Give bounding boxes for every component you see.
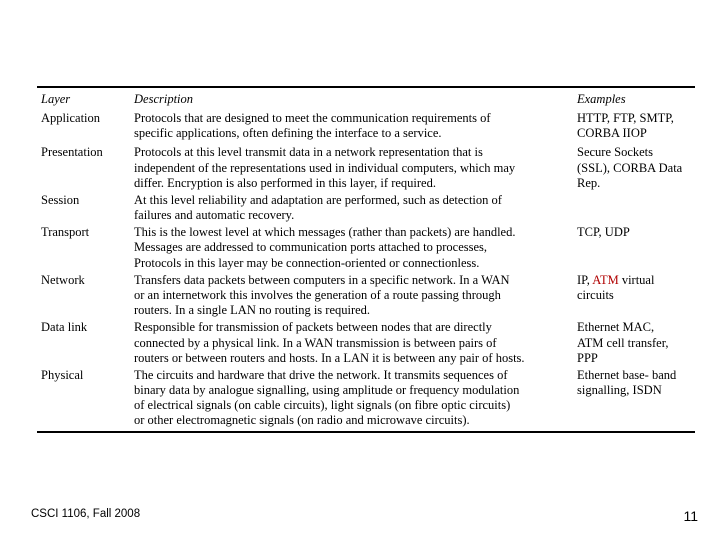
examples-line: Ethernet MAC, — [577, 320, 655, 334]
description-line: routers or between routers and hosts. In a LAN it is between any pair of hosts. — [134, 351, 525, 365]
description-line: Protocols at this level transmit data in a network representation that is — [134, 145, 483, 159]
description-line: failures and automatic recovery. — [134, 208, 295, 222]
layer-presentation: Presentation — [41, 145, 103, 159]
description-line: At this level reliability and adaptation are performed, such as detection of — [134, 193, 502, 207]
description-line: This is the lowest level at which messages (rather than packets) are handled. — [134, 225, 516, 239]
layer-network: Network — [41, 273, 85, 287]
layer-physical: Physical — [41, 368, 84, 382]
layer-session: Session — [41, 193, 80, 207]
description-line: Protocols in this layer may be connection-oriented or connectionless. — [134, 256, 480, 270]
header-examples: Examples — [577, 92, 626, 106]
atm-highlight: ATM — [592, 273, 619, 287]
layer-data-link: Data link — [41, 320, 88, 334]
description-line: Transfers data packets between computers in a specific network. In a WAN — [134, 273, 510, 287]
examples-line: ATM cell transfer, — [577, 336, 669, 350]
examples-line: PPP — [577, 351, 598, 365]
examples-line: circuits — [577, 288, 614, 302]
description-line: differ. Encryption is also performed in this layer, if required. — [134, 176, 436, 190]
examples-line: (SSL), CORBA Data — [577, 161, 683, 175]
description-line: or other electromagnetic signals (on radio and microwave circuits). — [134, 413, 470, 427]
examples-line — [577, 273, 654, 288]
description-line: of electrical signals (on cable circuits), light signals (on fibre optic circuits) — [134, 398, 511, 412]
description-line: routers. In a single LAN no routing is required. — [134, 303, 371, 317]
examples-line: signalling, ISDN — [577, 383, 662, 397]
examples-suffix: virtual — [621, 273, 655, 287]
page-number: 11 — [683, 508, 698, 524]
description-line: The circuits and hardware that drive the network. It transmits sequences of — [134, 368, 508, 382]
description-line: Responsible for transmission of packets between nodes that are directly — [134, 320, 492, 334]
layer-transport: Transport — [41, 225, 90, 239]
description-line: binary data by analogue signalling, using amplitude or frequency modulation — [134, 383, 520, 397]
header-description: Description — [134, 92, 194, 106]
examples-prefix: IP, — [577, 273, 590, 287]
examples-line: Ethernet base- band — [577, 368, 677, 382]
examples-line: TCP, UDP — [577, 225, 630, 239]
table-bottom-rule — [37, 431, 695, 433]
examples-line: Rep. — [577, 176, 601, 190]
table-top-rule — [37, 86, 695, 88]
description-line: Messages are addressed to communication ports attached to processes, — [134, 240, 488, 254]
examples-line: HTTP, FTP, SMTP, — [577, 111, 674, 125]
description-line: independent of the representations used in individual computers, which may — [134, 161, 516, 175]
description-line: connected by a physical link. In a WAN transmission is between pairs of — [134, 336, 497, 350]
description-line: specific applications, often defining the interface to a service. — [134, 126, 442, 140]
footer-course: CSCI 1106, Fall 2008 — [31, 508, 141, 520]
layer-application: Application — [41, 111, 101, 125]
header-layer: Layer — [41, 92, 71, 106]
description-line: Protocols that are designed to meet the communication requirements of — [134, 111, 491, 125]
examples-line: Secure Sockets — [577, 145, 654, 159]
description-line: or an internetwork this involves the generation of a route passing through — [134, 288, 501, 302]
examples-line: CORBA IIOP — [577, 126, 647, 140]
